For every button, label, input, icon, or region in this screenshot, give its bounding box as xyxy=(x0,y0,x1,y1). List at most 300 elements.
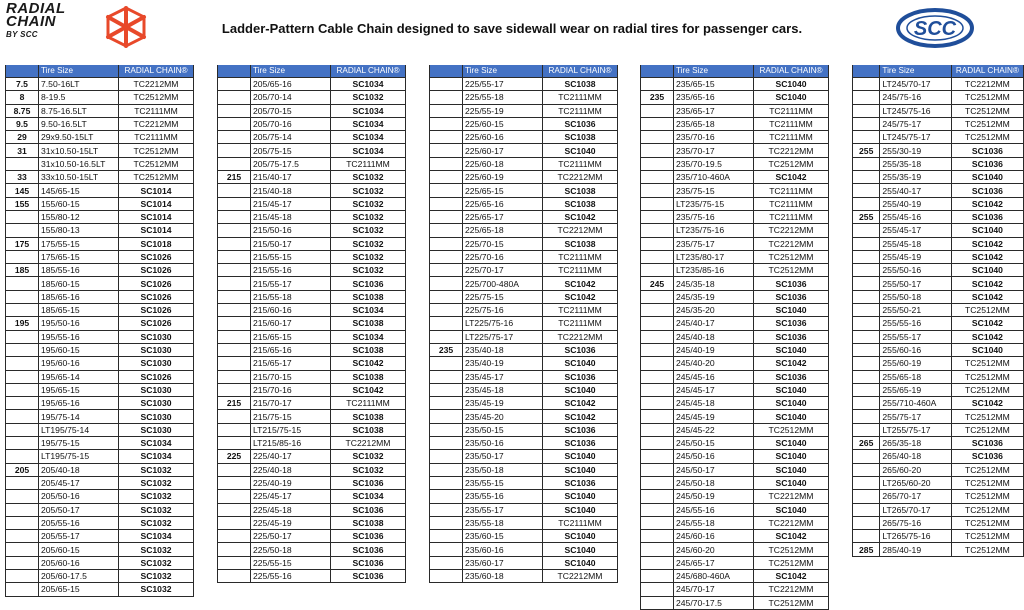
tire-size-cell: 205/70-14 xyxy=(251,91,331,104)
chain-model-cell: SC1014 xyxy=(119,224,194,237)
size-group-cell xyxy=(641,530,674,543)
chain-model-cell: SC1032 xyxy=(331,184,406,197)
chain-model-cell: TC2111MM xyxy=(119,104,194,117)
tire-size-cell: 255/35-18 xyxy=(880,157,951,170)
table-row xyxy=(6,490,194,503)
chain-model-cell: TC2111MM xyxy=(754,210,829,223)
table-row xyxy=(430,104,618,117)
tire-size-cell: 235/65-16 xyxy=(674,91,754,104)
tire-size-cell: 245/40-19 xyxy=(674,343,754,356)
table-row xyxy=(430,423,618,436)
chain-model-cell: SC1034 xyxy=(331,78,406,91)
size-group-cell xyxy=(641,596,674,609)
table-row xyxy=(641,503,829,516)
tire-size-cell: 205/45-17 xyxy=(39,476,119,489)
table-row xyxy=(6,144,194,157)
tire-size-cell: 195/65-15 xyxy=(39,383,119,396)
chain-model-cell: TC2212MM xyxy=(119,117,194,130)
tire-size-cell: 235/70-16 xyxy=(674,131,754,144)
chain-model-cell: SC1032 xyxy=(119,516,194,529)
chain-model-cell: SC1040 xyxy=(754,503,829,516)
tire-size-cell: 235/50-18 xyxy=(463,463,543,476)
size-group-cell xyxy=(641,476,674,489)
chain-model-cell: SC1042 xyxy=(951,277,1023,290)
header-group xyxy=(6,65,39,78)
tire-size-cell: LT265/60-20 xyxy=(880,476,951,489)
chain-model-cell: TC2111MM xyxy=(543,104,618,117)
tire-size-cell: 225/65-15 xyxy=(463,184,543,197)
tire-size-cell: 255/45-17 xyxy=(880,224,951,237)
size-group-cell: 265 xyxy=(853,437,880,450)
tire-size-cell: LT245/70-17 xyxy=(880,78,951,91)
chain-model-cell: SC1036 xyxy=(543,437,618,450)
size-group-cell xyxy=(641,157,674,170)
table-row xyxy=(430,383,618,396)
chain-model-cell: SC1034 xyxy=(331,117,406,130)
tire-size-cell: 255/60-19 xyxy=(880,357,951,370)
tire-size-cell: 215/70-17 xyxy=(251,397,331,410)
table-row xyxy=(218,290,406,303)
table-row xyxy=(430,556,618,569)
chain-model-cell: SC1034 xyxy=(331,144,406,157)
chain-model-cell: TC2512MM xyxy=(119,144,194,157)
chain-model-cell: TC2512MM xyxy=(951,383,1023,396)
size-group-cell xyxy=(430,290,463,303)
table-row xyxy=(853,503,1024,516)
table-row xyxy=(430,330,618,343)
size-group-cell: 195 xyxy=(6,317,39,330)
tire-size-cell: 215/40-17 xyxy=(251,171,331,184)
tire-size-cell: 215/75-15 xyxy=(251,410,331,423)
tire-size-cell: 175/65-15 xyxy=(39,250,119,263)
tire-size-cell: 205/50-17 xyxy=(39,503,119,516)
size-group-cell xyxy=(853,264,880,277)
tire-size-cell: 255/75-17 xyxy=(880,410,951,423)
tire-size-cell: 235/75-16 xyxy=(674,210,754,223)
size-group-cell xyxy=(6,383,39,396)
table-row xyxy=(6,197,194,210)
size-group-cell xyxy=(641,516,674,529)
table-row xyxy=(641,397,829,410)
chain-model-cell: SC1042 xyxy=(543,210,618,223)
chain-model-cell: SC1042 xyxy=(951,317,1023,330)
chain-model-cell: SC1032 xyxy=(331,197,406,210)
size-group-cell xyxy=(853,357,880,370)
table-row xyxy=(6,104,194,117)
tire-size-cell: 245/35-18 xyxy=(674,277,754,290)
chain-model-cell: SC1036 xyxy=(543,423,618,436)
table-row xyxy=(218,490,406,503)
size-group-cell xyxy=(6,503,39,516)
tire-size-cell: 255/55-17 xyxy=(880,330,951,343)
tire-size-cell: 245/40-20 xyxy=(674,357,754,370)
table-row xyxy=(218,516,406,529)
tire-size-cell: 215/55-17 xyxy=(251,277,331,290)
tire-size-cell: LT255/75-17 xyxy=(880,423,951,436)
tire-size-cell: 215/70-16 xyxy=(251,383,331,396)
tire-size-cell: 245/70-17.5 xyxy=(674,596,754,609)
size-group-cell xyxy=(6,370,39,383)
size-group-cell xyxy=(641,171,674,184)
tire-size-cell: 235/75-15 xyxy=(674,184,754,197)
table-row xyxy=(641,264,829,277)
size-group-cell xyxy=(6,450,39,463)
size-group-cell xyxy=(6,476,39,489)
tire-size-cell: 215/70-15 xyxy=(251,370,331,383)
size-group-cell xyxy=(218,250,251,263)
chain-model-cell: SC1034 xyxy=(119,530,194,543)
size-group-cell: 8.75 xyxy=(6,104,39,117)
tire-size-table-4 xyxy=(640,65,829,610)
table-row xyxy=(218,250,406,263)
size-group-cell xyxy=(641,144,674,157)
table-row xyxy=(218,264,406,277)
table-row xyxy=(6,277,194,290)
tire-size-cell: 255/50-21 xyxy=(880,304,951,317)
chain-model-cell: TC2212MM xyxy=(543,224,618,237)
tire-size-cell: 205/70-16 xyxy=(251,117,331,130)
tire-size-cell: 195/75-15 xyxy=(39,437,119,450)
chain-model-cell: SC1014 xyxy=(119,184,194,197)
header-tire-size: Tire Size xyxy=(251,65,331,78)
chain-model-cell: SC1042 xyxy=(754,357,829,370)
tire-size-cell: 205/60-17.5 xyxy=(39,569,119,582)
tire-size-cell: 185/65-16 xyxy=(39,290,119,303)
chain-model-cell: SC1042 xyxy=(543,277,618,290)
tire-size-cell: 225/65-16 xyxy=(463,197,543,210)
size-group-cell xyxy=(641,290,674,303)
tire-size-cell: 205/60-15 xyxy=(39,543,119,556)
size-group-cell xyxy=(430,144,463,157)
chain-model-cell: SC1040 xyxy=(951,343,1023,356)
chain-model-cell: SC1032 xyxy=(119,569,194,582)
chain-model-cell: SC1040 xyxy=(754,91,829,104)
tire-size-cell: 215/50-17 xyxy=(251,237,331,250)
tire-size-cell: 245/70-17 xyxy=(674,583,754,596)
chain-model-cell: SC1038 xyxy=(543,78,618,91)
table-row xyxy=(641,357,829,370)
table-row xyxy=(218,144,406,157)
table-row xyxy=(6,357,194,370)
size-group-cell xyxy=(853,503,880,516)
chain-model-cell: SC1038 xyxy=(331,423,406,436)
size-group-cell xyxy=(430,277,463,290)
table-row xyxy=(641,104,829,117)
chain-model-cell: SC1038 xyxy=(543,131,618,144)
size-group-cell xyxy=(430,397,463,410)
table-row xyxy=(6,410,194,423)
size-group-cell xyxy=(218,304,251,317)
table-row xyxy=(853,410,1024,423)
chain-model-cell: SC1032 xyxy=(331,450,406,463)
table-row xyxy=(218,131,406,144)
table-row xyxy=(853,423,1024,436)
chain-model-cell: SC1026 xyxy=(119,277,194,290)
tire-size-cell: 245/50-15 xyxy=(674,437,754,450)
chain-model-cell: SC1040 xyxy=(951,224,1023,237)
chain-model-cell: SC1036 xyxy=(951,210,1023,223)
size-group-cell xyxy=(218,516,251,529)
tire-size-cell: 205/65-15 xyxy=(39,583,119,596)
size-group-cell xyxy=(6,290,39,303)
tire-size-cell: LT245/75-16 xyxy=(880,104,951,117)
chain-model-cell: TC2512MM xyxy=(951,530,1023,543)
tire-size-cell: 235/55-16 xyxy=(463,490,543,503)
table-row xyxy=(641,383,829,396)
size-group-cell xyxy=(641,437,674,450)
size-group-cell xyxy=(641,383,674,396)
table-row xyxy=(853,144,1024,157)
table-row xyxy=(430,264,618,277)
size-group-cell xyxy=(218,104,251,117)
size-group-cell xyxy=(218,569,251,582)
chain-model-cell: TC2212MM xyxy=(754,237,829,250)
tire-size-cell: 245/35-20 xyxy=(674,304,754,317)
table-row xyxy=(641,317,829,330)
tire-size-cell: 155/80-13 xyxy=(39,224,119,237)
tire-size-cell: 29x9.50-15LT xyxy=(39,131,119,144)
table-row xyxy=(641,463,829,476)
size-group-cell: 285 xyxy=(853,543,880,556)
chain-model-cell: SC1014 xyxy=(119,197,194,210)
tire-size-cell: 225/50-18 xyxy=(251,543,331,556)
scc-logo-icon xyxy=(895,6,975,50)
chain-model-cell: SC1026 xyxy=(119,264,194,277)
tire-size-cell: LT235/80-17 xyxy=(674,250,754,263)
size-group-cell xyxy=(853,423,880,436)
chain-model-cell: SC1036 xyxy=(754,290,829,303)
table-row xyxy=(6,516,194,529)
tire-size-cell: 235/65-17 xyxy=(674,104,754,117)
size-group-cell: 33 xyxy=(6,171,39,184)
chain-model-cell: SC1038 xyxy=(331,317,406,330)
table-row xyxy=(6,383,194,396)
chain-model-cell: TC2512MM xyxy=(951,131,1023,144)
size-group-cell: 7.5 xyxy=(6,78,39,91)
chain-model-cell: TC2512MM xyxy=(951,463,1023,476)
tire-size-cell: 255/65-19 xyxy=(880,383,951,396)
table-row xyxy=(6,250,194,263)
size-group-cell xyxy=(430,171,463,184)
tire-size-table-3 xyxy=(429,65,618,583)
chain-model-cell: SC1042 xyxy=(331,383,406,396)
table-row xyxy=(430,397,618,410)
tire-size-cell: 215/45-18 xyxy=(251,210,331,223)
table-row xyxy=(430,490,618,503)
table-row xyxy=(853,104,1024,117)
tire-size-cell: 245/680-460A xyxy=(674,569,754,582)
tire-size-cell: 235/45-18 xyxy=(463,383,543,396)
chain-model-cell: SC1042 xyxy=(543,397,618,410)
table-row xyxy=(430,78,618,91)
size-group-cell xyxy=(218,463,251,476)
chain-model-cell: SC1038 xyxy=(543,197,618,210)
tire-size-cell: 31x10.50-15LT xyxy=(39,144,119,157)
table-row xyxy=(218,157,406,170)
tire-size-cell: 255/35-19 xyxy=(880,171,951,184)
chain-model-cell: SC1036 xyxy=(951,144,1023,157)
tire-size-cell: 245/75-16 xyxy=(880,91,951,104)
table-row xyxy=(218,410,406,423)
size-group-cell xyxy=(218,117,251,130)
header-tire-size: Tire Size xyxy=(463,65,543,78)
tire-size-cell: 225/700-480A xyxy=(463,277,543,290)
table-row xyxy=(6,450,194,463)
chain-model-cell: SC1036 xyxy=(754,277,829,290)
tire-size-cell: 225/60-15 xyxy=(463,117,543,130)
table-row xyxy=(430,144,618,157)
tire-size-cell: 235/70-19.5 xyxy=(674,157,754,170)
size-group-cell: 155 xyxy=(6,197,39,210)
size-group-cell xyxy=(430,184,463,197)
size-group-cell xyxy=(430,224,463,237)
chain-model-cell: TC2512MM xyxy=(754,250,829,263)
table-row xyxy=(6,476,194,489)
size-group-cell xyxy=(641,463,674,476)
size-group-cell xyxy=(430,304,463,317)
tire-size-cell: 255/60-16 xyxy=(880,343,951,356)
size-group-cell xyxy=(853,184,880,197)
tire-size-cell: 255/65-18 xyxy=(880,370,951,383)
size-group-cell xyxy=(6,543,39,556)
table-row xyxy=(6,157,194,170)
chain-model-cell: SC1042 xyxy=(331,357,406,370)
tire-size-table-5 xyxy=(852,65,1024,557)
tire-size-cell: 235/55-18 xyxy=(463,516,543,529)
chain-model-cell: TC2512MM xyxy=(951,304,1023,317)
table-row xyxy=(218,317,406,330)
table-row xyxy=(430,516,618,529)
size-group-cell xyxy=(430,410,463,423)
table-row xyxy=(641,490,829,503)
chain-model-cell: SC1042 xyxy=(754,530,829,543)
chain-model-cell: TC2512MM xyxy=(754,556,829,569)
table-row xyxy=(218,437,406,450)
table-row xyxy=(218,556,406,569)
tire-size-cell: 225/60-18 xyxy=(463,157,543,170)
tire-size-cell: 235/60-15 xyxy=(463,530,543,543)
size-group-cell xyxy=(853,397,880,410)
chain-model-cell: TC2212MM xyxy=(754,224,829,237)
tire-size-cell: 235/55-17 xyxy=(463,503,543,516)
size-group-cell xyxy=(641,543,674,556)
chain-model-cell: SC1040 xyxy=(754,463,829,476)
table-row xyxy=(430,184,618,197)
table-row xyxy=(218,383,406,396)
chain-model-cell: SC1034 xyxy=(119,437,194,450)
size-group-cell xyxy=(6,490,39,503)
size-group-cell xyxy=(641,184,674,197)
table-row xyxy=(430,503,618,516)
size-group-cell xyxy=(853,250,880,263)
table-row xyxy=(6,264,194,277)
chain-model-cell: SC1038 xyxy=(331,290,406,303)
size-group-cell xyxy=(641,250,674,263)
tire-size-cell: 245/60-16 xyxy=(674,530,754,543)
table-row xyxy=(853,131,1024,144)
tire-size-cell: 215/60-16 xyxy=(251,304,331,317)
tire-size-cell: 205/50-16 xyxy=(39,490,119,503)
chain-model-cell: TC2111MM xyxy=(754,117,829,130)
chain-model-cell: SC1038 xyxy=(331,370,406,383)
chain-model-cell: SC1018 xyxy=(119,237,194,250)
chain-model-cell: SC1026 xyxy=(119,250,194,263)
size-group-cell xyxy=(218,91,251,104)
table-row xyxy=(430,357,618,370)
table-row xyxy=(218,463,406,476)
chain-model-cell: SC1036 xyxy=(331,503,406,516)
size-group-cell xyxy=(6,516,39,529)
tire-size-cell: LT195/75-14 xyxy=(39,423,119,436)
size-group-cell xyxy=(218,330,251,343)
table-row xyxy=(853,184,1024,197)
chain-model-cell: SC1040 xyxy=(754,78,829,91)
table-header-row xyxy=(6,65,194,78)
chain-model-cell: SC1036 xyxy=(543,476,618,489)
tire-size-cell: 225/45-17 xyxy=(251,490,331,503)
tire-size-cell: 225/60-16 xyxy=(463,131,543,144)
chain-model-cell: SC1038 xyxy=(543,184,618,197)
size-group-cell xyxy=(430,516,463,529)
tire-size-cell: 225/60-19 xyxy=(463,171,543,184)
size-group-cell xyxy=(6,304,39,317)
chain-model-cell: TC2512MM xyxy=(754,423,829,436)
size-group-cell xyxy=(853,317,880,330)
size-group-cell xyxy=(853,343,880,356)
table-row xyxy=(853,224,1024,237)
tire-size-cell: LT235/85-16 xyxy=(674,264,754,277)
chain-model-cell: SC1026 xyxy=(119,370,194,383)
table-row xyxy=(218,569,406,582)
chain-model-cell: TC2212MM xyxy=(951,78,1023,91)
table-row xyxy=(6,569,194,582)
table-row xyxy=(641,184,829,197)
table-row xyxy=(641,117,829,130)
tire-size-cell: 185/55-16 xyxy=(39,264,119,277)
size-group-cell xyxy=(853,490,880,503)
table-row xyxy=(6,78,194,91)
chain-model-cell: SC1040 xyxy=(543,503,618,516)
chain-model-cell: TC2512MM xyxy=(951,476,1023,489)
table-row xyxy=(218,210,406,223)
chain-model-cell: SC1032 xyxy=(331,463,406,476)
size-group-cell xyxy=(641,370,674,383)
size-group-cell xyxy=(641,450,674,463)
tire-size-cell: 195/50-16 xyxy=(39,317,119,330)
tire-size-cell: 225/40-17 xyxy=(251,450,331,463)
chain-model-cell: SC1030 xyxy=(119,343,194,356)
size-group-cell xyxy=(218,144,251,157)
chain-model-cell: SC1040 xyxy=(951,264,1023,277)
chain-model-cell: TC2111MM xyxy=(119,131,194,144)
table-row xyxy=(218,370,406,383)
size-group-cell xyxy=(641,210,674,223)
tire-size-cell: 255/50-18 xyxy=(880,290,951,303)
table-row xyxy=(641,237,829,250)
size-group-cell xyxy=(641,556,674,569)
size-group-cell xyxy=(6,437,39,450)
tire-size-cell: LT235/75-15 xyxy=(674,197,754,210)
tire-size-cell: LT195/75-15 xyxy=(39,450,119,463)
tire-size-cell: 245/45-22 xyxy=(674,423,754,436)
size-group-cell xyxy=(218,423,251,436)
table-row xyxy=(6,290,194,303)
tire-size-cell: 265/35-18 xyxy=(880,437,951,450)
chain-model-cell: TC2111MM xyxy=(331,397,406,410)
size-group-cell xyxy=(430,91,463,104)
tire-size-cell: 245/35-19 xyxy=(674,290,754,303)
chain-model-cell: SC1036 xyxy=(543,370,618,383)
